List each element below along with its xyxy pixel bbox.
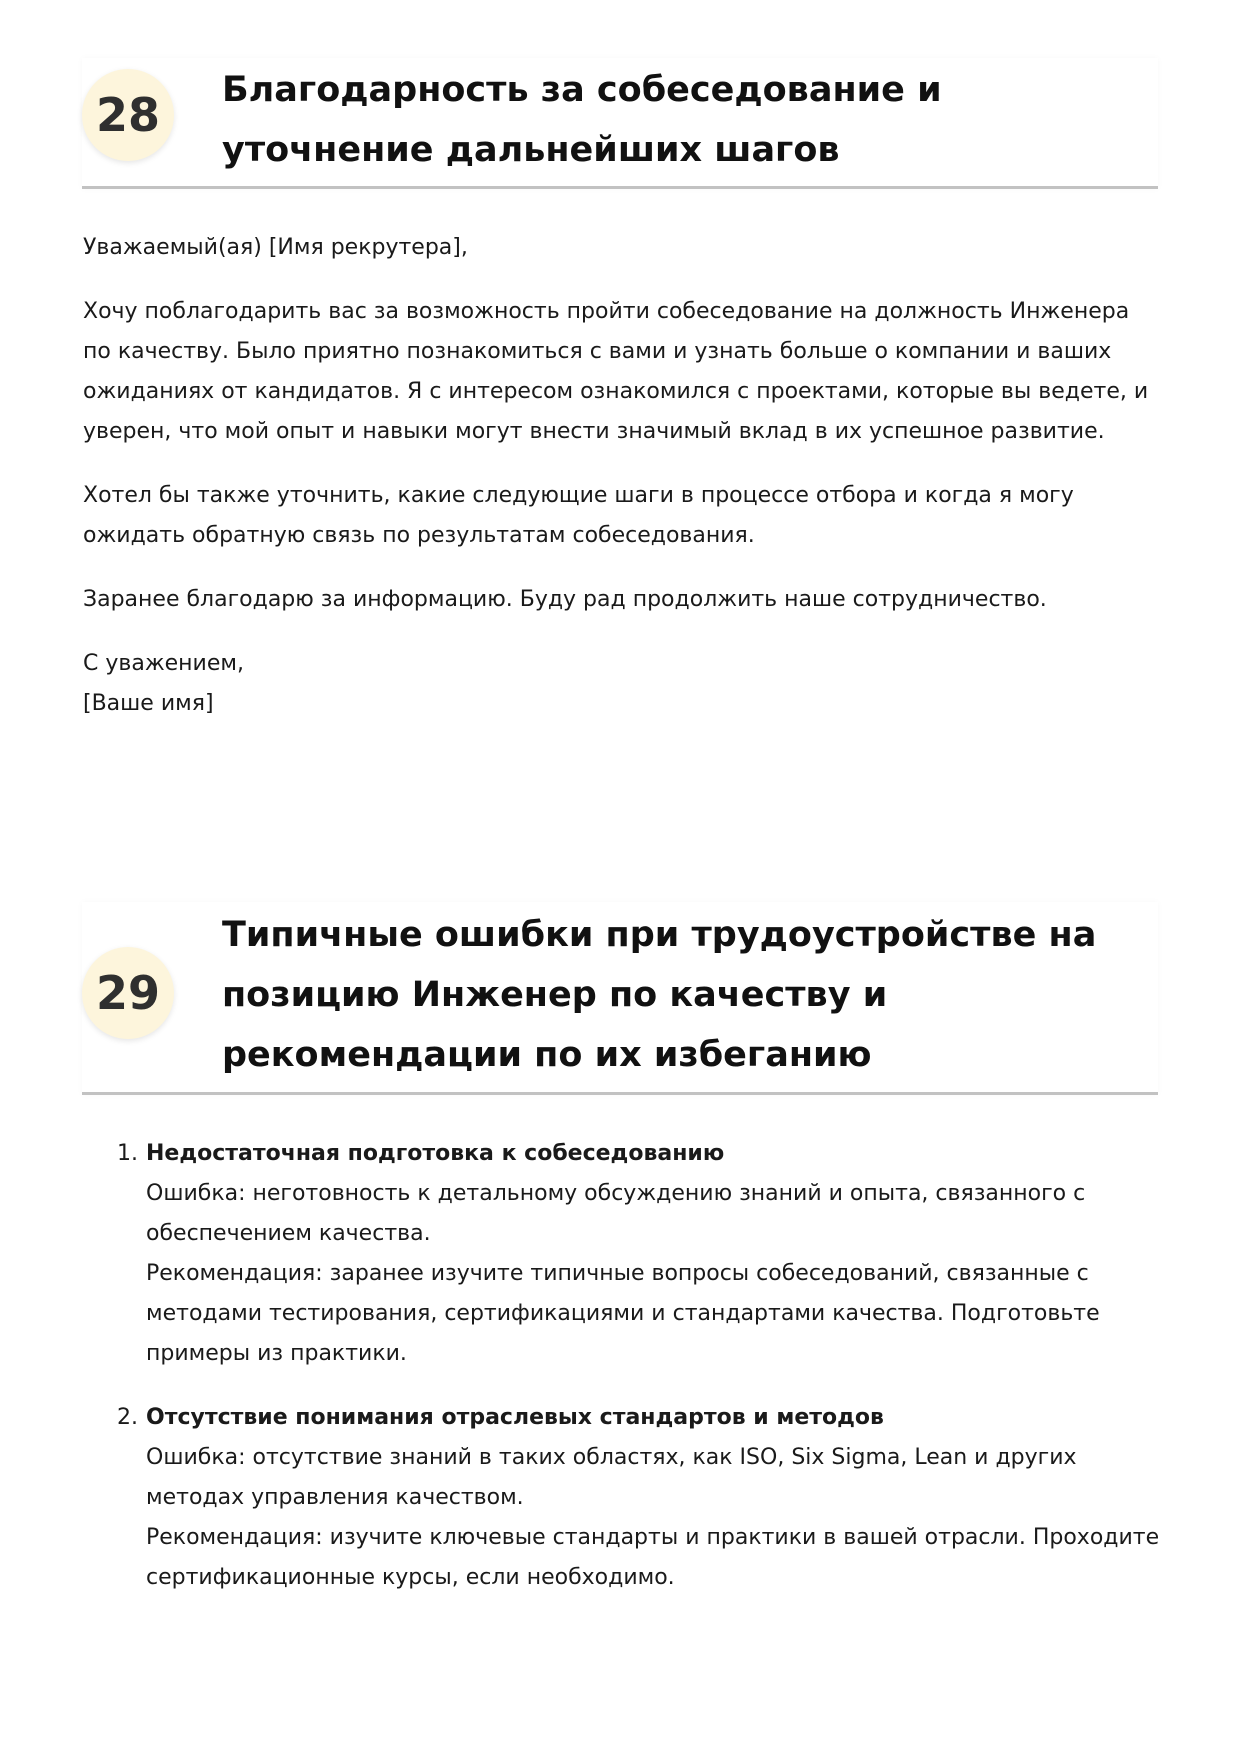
section-number-badge bbox=[82, 947, 174, 1039]
item-recommendation: Рекомендация: изучите ключевые стандарты и практики в вашей отрасли. Проходите сертификационные курсы, если необходимо. bbox=[146, 1525, 1160, 1590]
section-title: Типичные ошибки при трудоустройстве на позицию Инженер по качеству и рекомендации по их избеганию bbox=[222, 915, 1097, 1075]
section-number: 28 bbox=[95, 88, 160, 142]
greeting: Уважаемый(ая) [Имя рекрутера], bbox=[83, 235, 468, 260]
paragraph: Хотел бы также уточнить, какие следующие шаги в процессе отбора и когда я могу ожидать обратную связь по результатам собеседования. bbox=[83, 483, 1074, 548]
item-recommendation: Рекомендация: заранее изучите типичные вопросы собеседований, связанные с методами тестирования, сертификациями и стандартами качества. Подготовьте примеры из практики. bbox=[146, 1261, 1100, 1366]
item-error: Ошибка: неготовность к детальному обсуждению знаний и опыта, связанного с обеспечением качества. bbox=[146, 1181, 1086, 1246]
section-number: 29 bbox=[95, 966, 160, 1020]
item-error: Ошибка: отсутствие знаний в таких областях, как ISO, Six Sigma, Lean и других методах управления качеством. bbox=[146, 1445, 1077, 1510]
list-item bbox=[83, 1398, 1163, 1598]
section-title: Благодарность за собеседование и уточнение дальнейших шагов bbox=[222, 70, 942, 170]
section-29-header bbox=[82, 902, 1158, 1095]
item-title: Отсутствие понимания отраслевых стандартов и методов bbox=[146, 1405, 884, 1430]
letter-body bbox=[83, 228, 1163, 724]
paragraph: Заранее благодарю за информацию. Буду рад продолжить наше сотрудничество. bbox=[83, 587, 1047, 612]
item-title: Недостаточная подготовка к собеседованию bbox=[146, 1141, 725, 1166]
closing: С уважением, bbox=[83, 651, 244, 676]
mistakes-list bbox=[83, 1134, 1163, 1598]
list-number: 2. bbox=[117, 1405, 138, 1430]
list-number: 1. bbox=[117, 1141, 138, 1166]
paragraph: Хочу поблагодарить вас за возможность пройти собеседование на должность Инженера по качеству. Было приятно познакомиться с вами и узнать больше о компании и ваших ожиданиях от кандидатов. Я с интересом ознакомился с проектами, которые вы ведете, и уверен, что мой опыт и навыки могут внести значимый вклад в их успешное развитие. bbox=[83, 299, 1149, 444]
section-28-header bbox=[82, 58, 1158, 189]
section-number-badge bbox=[82, 69, 174, 161]
signature: [Ваше имя] bbox=[83, 691, 214, 716]
list-item bbox=[83, 1134, 1163, 1374]
